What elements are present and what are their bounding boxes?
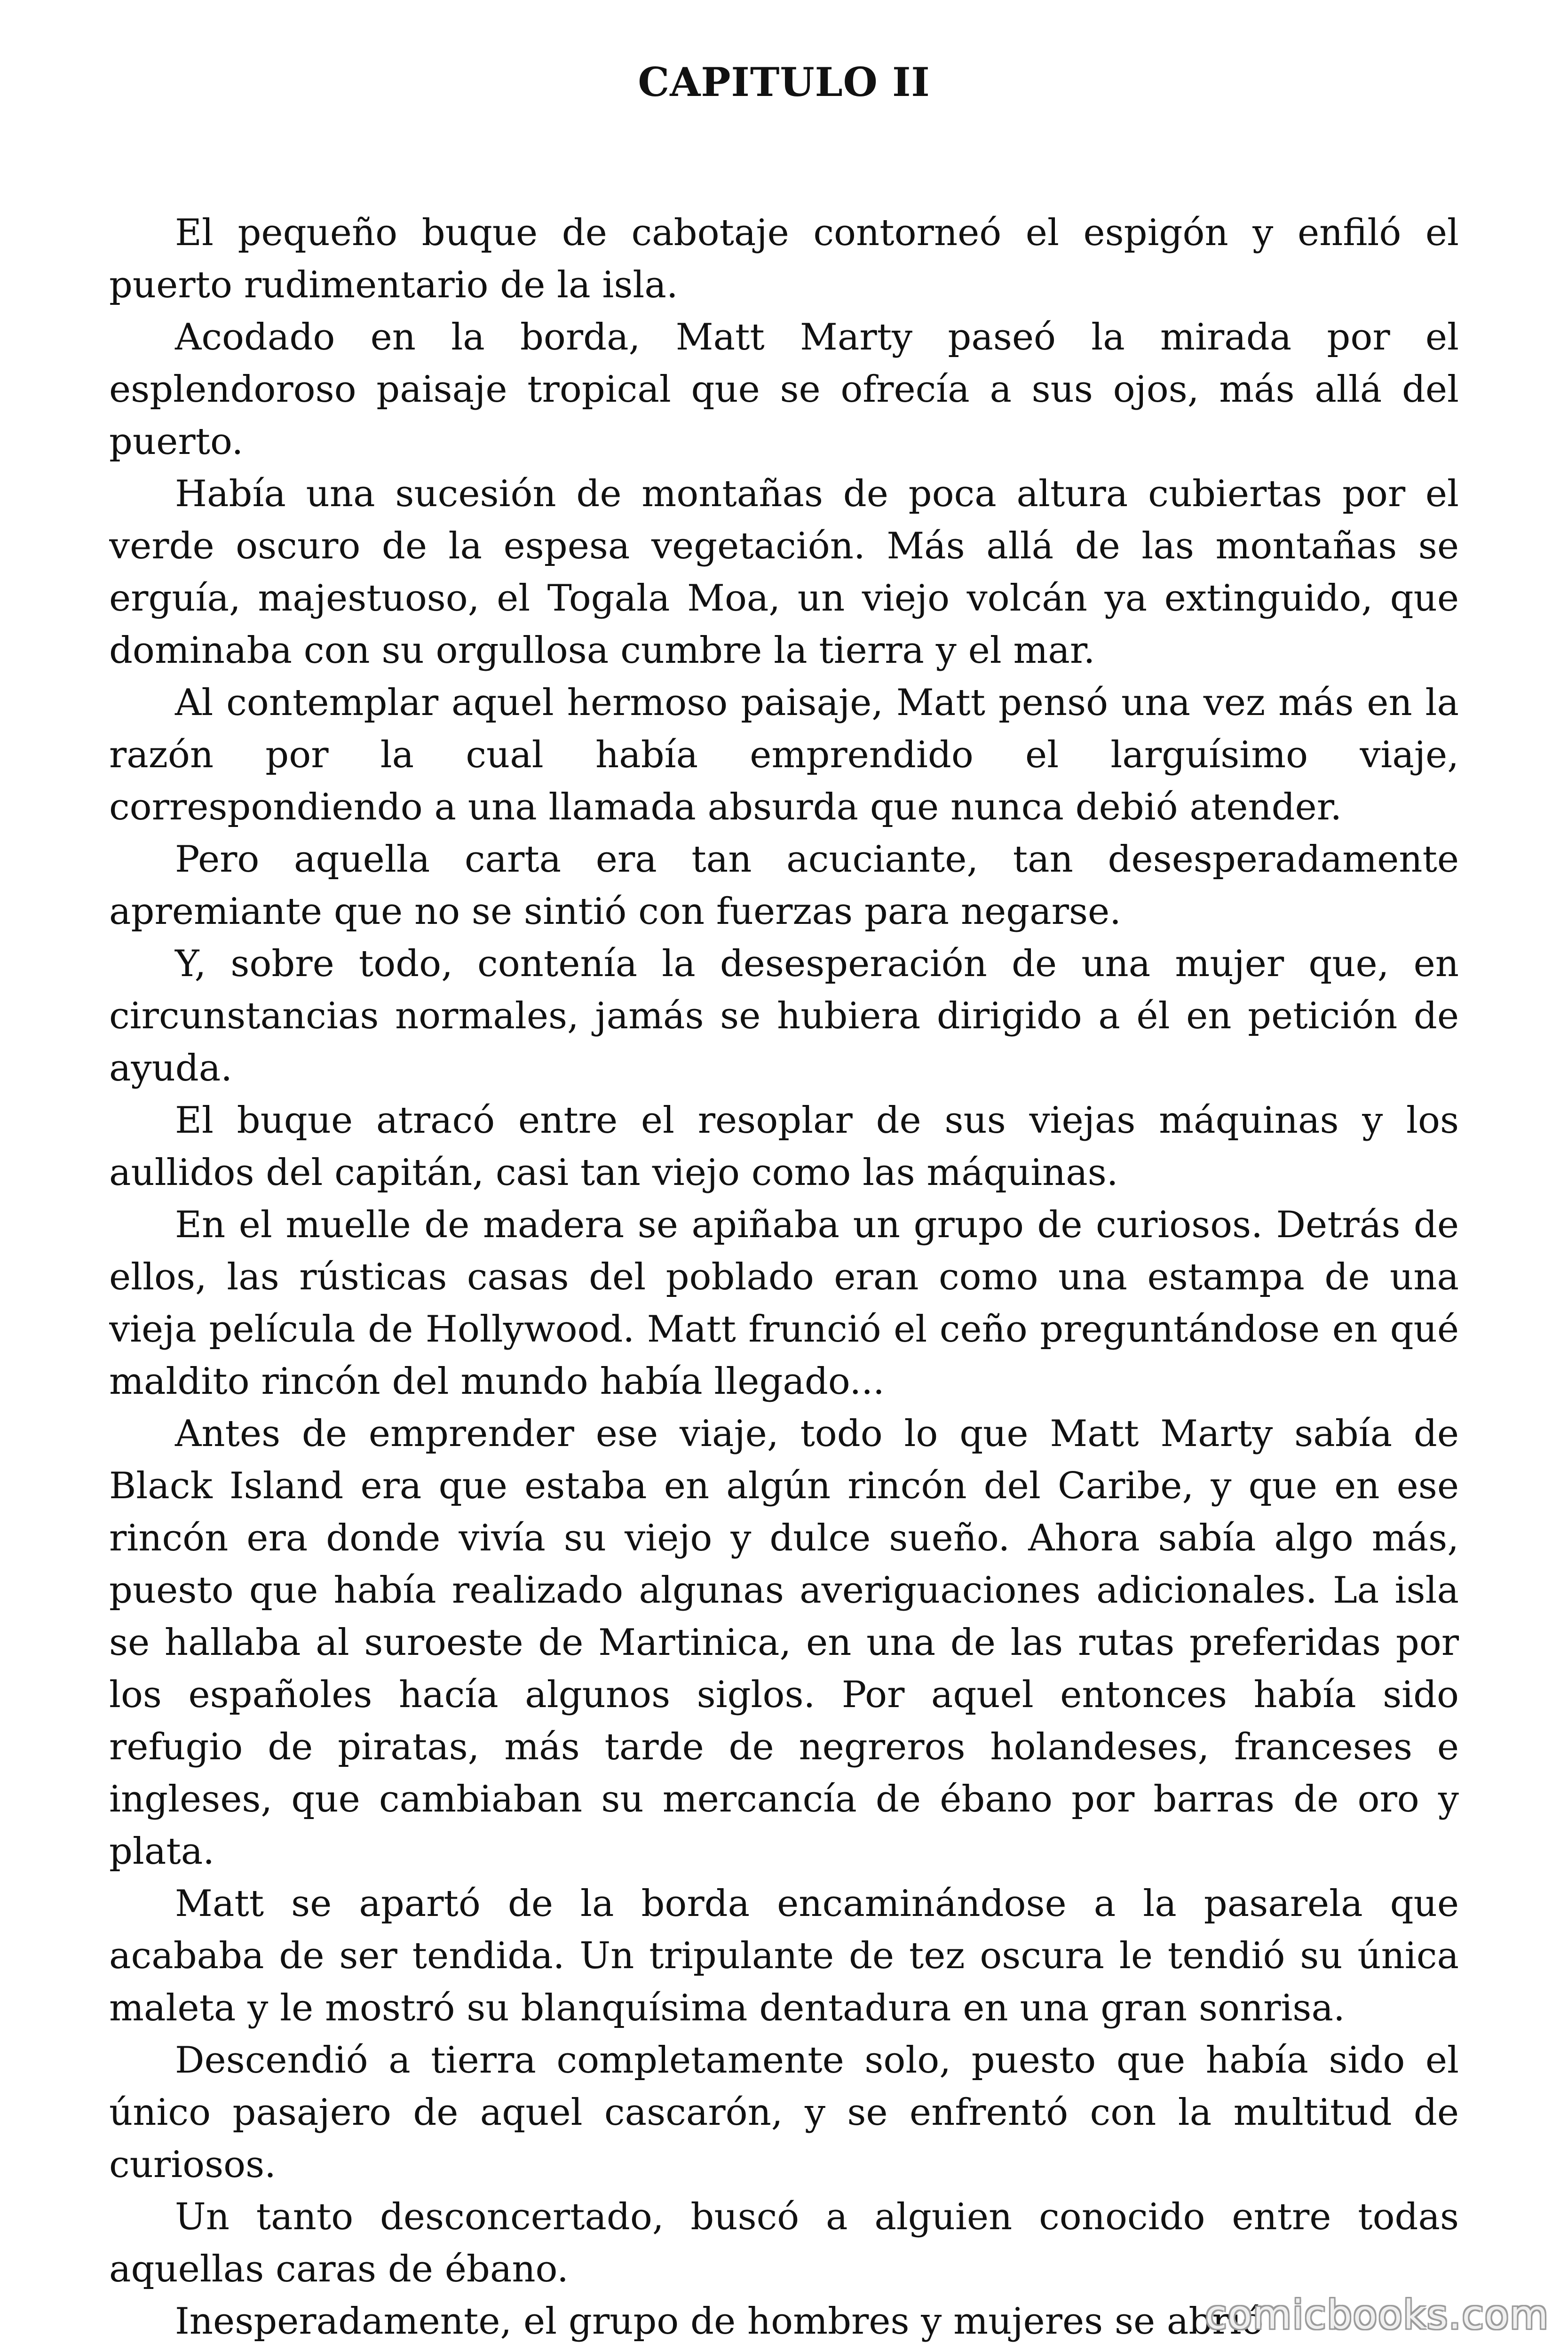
paragraph: Al contemplar aquel hermoso paisaje, Matt pensó una vez más en la razón por la cual había emprendido el larguísimo viaje, correspondiendo a una llamada absurda que nunca debió atender. — [109, 682, 1459, 828]
paragraph: El pequeño buque de cabotaje contorneó el espigón y enfiló el puerto rudimentario de la isla. — [109, 212, 1459, 306]
watermark: comicbooks.com — [1205, 2292, 1549, 2338]
paragraph: Pero aquella carta era tan acuciante, tan desesperadamente apremiante que no se sintió con fuerzas para negarse. — [109, 838, 1459, 933]
paragraph: Y, sobre todo, contenía la desesperación de una mujer que, en circunstancias normales, jamás se hubiera dirigido a él en petición de ayuda. — [109, 943, 1459, 1089]
paragraph: Inesperadamente, el grupo de hombres y mujeres se abrió — [175, 2300, 1264, 2343]
paragraph: Un tanto desconcertado, buscó a alguien conocido entre todas aquellas caras de ébano. — [109, 2196, 1459, 2290]
paragraph: Matt se apartó de la borda encaminándose a la pasarela que acababa de ser tendida. Un tripulante de tez oscura le tendió su única maleta y le mostró su blanquísima dentadura en una gran sonrisa. — [109, 1883, 1459, 2029]
paragraph: Antes de emprender ese viaje, todo lo que Matt Marty sabía de Black Island era que estaba en algún rincón del Caribe, y que en ese rincón era donde vivía su viejo y dulce sueño. Ahora sabía algo más, puesto que había realizado algunas averiguaciones adicionales. La isla se hallaba al suroeste de Martinica, en una de las rutas preferidas por los españoles hacía algunos siglos. Por aquel entonces había sido refugio de piratas, más tarde de negreros holandeses, franceses e ingleses, que cambiaban su mercancía de ébano por barras de oro y plata. — [109, 1413, 1459, 1873]
paragraph: Había una sucesión de montañas de poca altura cubiertas por el verde oscuro de la espesa vegetación. Más allá de las montañas se erguía, majestuoso, el Togala Moa, un viejo volcán ya extinguido, que dominaba con su orgullosa cumbre la tierra y el mar. — [109, 473, 1459, 672]
chapter-body — [109, 207, 1459, 2343]
paragraph: Descendió a tierra completamente solo, puesto que había sido el único pasajero de aquel cascarón, y se enfrentó con la multitud de curiosos. — [109, 2039, 1459, 2186]
paragraph: El buque atracó entre el resoplar de sus viejas máquinas y los aullidos del capitán, casi tan viejo como las máquinas. — [109, 1099, 1459, 1194]
chapter-title: CAPITULO II — [638, 59, 930, 105]
paragraph: Acodado en la borda, Matt Marty paseó la mirada por el esplendoroso paisaje tropical que se ofrecía a sus ojos, más allá del puerto. — [109, 316, 1459, 463]
paragraph: En el muelle de madera se apiñaba un grupo de curiosos. Detrás de ellos, las rústicas casas del poblado eran como una estampa de una vieja película de Hollywood. Matt frunció el ceño preguntándose en qué maldito rincón del mundo había llegado... — [109, 1204, 1459, 1403]
